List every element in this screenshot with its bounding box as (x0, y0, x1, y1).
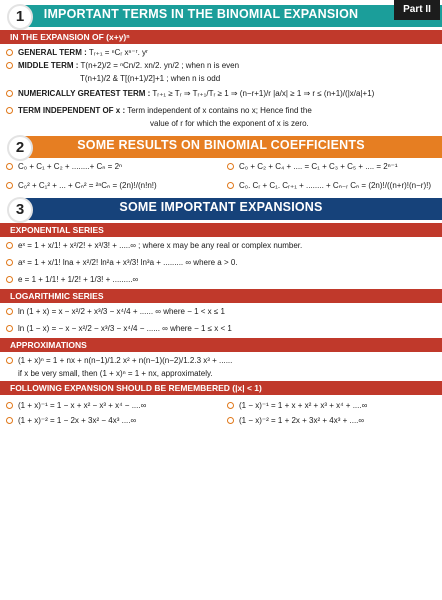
bullet-icon (6, 276, 13, 283)
independent-term-cont: value of r for which the exponent of x is zero. (150, 119, 309, 128)
section-2-title: SOME RESULTS ON BINOMIAL COEFFICIENTS (77, 138, 365, 152)
bullet-icon (227, 182, 234, 189)
bullet-icon (6, 417, 13, 424)
independent-term: TERM INDEPENDENT OF x : Term independent of x contains no x; Hence find the (0, 105, 434, 116)
bullet-icon (6, 107, 13, 114)
part-badge: Part II (394, 0, 440, 20)
exp-series-3: e = 1 + 1/1! + 1/2! + 1/3! + .........∞ (0, 274, 434, 285)
binomial-results-row-1 (0, 159, 442, 174)
remember-row-2 (0, 413, 442, 428)
logarithmic-heading: LOGARITHMIC SERIES (0, 289, 442, 303)
bullet-icon (227, 163, 234, 170)
remember-1: (1 + x)⁻¹ = 1 − x + x² − x³ + x⁴ − ....∞ (0, 400, 213, 411)
remember-4: (1 − x)⁻² = 1 + 2x + 3x² + 4x³ + ....∞ (221, 415, 434, 426)
approximations-heading: APPROXIMATIONS (0, 338, 442, 352)
log-series-2: ln (1 − x) = − x − x²/2 − x³/3 − x⁴/4 − ...... ∞ where − 1 ≤ x < 1 (0, 323, 434, 334)
remember-row-1 (0, 398, 442, 413)
section-1-title: IMPORTANT TERMS IN THE BINOMIAL EXPANSION (43, 7, 359, 21)
bullet-icon (6, 163, 13, 170)
bullet-icon (6, 308, 13, 315)
bullet-icon (6, 402, 13, 409)
exp-series-2: aˣ = 1 + x/1! lna + x²/2! ln²a + x³/3! ln³a + ......... ∞ where a > 0. (0, 257, 434, 268)
result-1: C₀ + C₁ + C₂ + ........+ Cₙ = 2ⁿ (0, 161, 213, 172)
log-series-1: ln (1 + x) = x − x²/2 + x³/3 − x⁴/4 + ...... ∞ where − 1 < x ≤ 1 (0, 306, 434, 317)
bullet-icon (227, 417, 234, 424)
bullet-icon (6, 182, 13, 189)
section-3-number: 3 (7, 197, 33, 223)
approx-note: if x be very small, then (1 + x)ⁿ = 1 + nx, approximately. (18, 369, 213, 378)
section-1-number: 1 (7, 4, 33, 30)
greatest-term: NUMERICALLY GREATEST TERM : Tᵣ₊₁ ≥ Tᵣ ⇒ Tᵣ₊₁/Tᵣ ≥ 1 ⇒ (n−r+1)/r |a/x| ≥ 1 ⇒ r ≤ (n+1)/(|x/a|+1) (0, 88, 434, 99)
remember-3: (1 + x)⁻² = 1 − 2x + 3x² − 4x³ ....∞ (0, 415, 213, 426)
result-3: C₀² + C₁² + ... + Cₙ² = ²ⁿCₙ = (2n)!/(n!n!) (0, 180, 213, 191)
bullet-icon (227, 402, 234, 409)
bullet-icon (6, 325, 13, 332)
bullet-icon (6, 357, 13, 364)
middle-term: MIDDLE TERM : T(n+2)/2 = ⁿCn/2. xn/2. yn/2 ; when n is even (0, 60, 434, 71)
result-2: C₀ + C₂ + C₄ + .... = C₁ + C₃ + C₅ + .... = 2ⁿ⁻¹ (221, 161, 434, 172)
bullet-icon (6, 259, 13, 266)
remember-2: (1 − x)⁻¹ = 1 + x + x² + x³ + x⁴ + ....∞ (221, 400, 434, 411)
binomial-results-row-2 (0, 178, 442, 193)
exponential-heading: EXPONENTIAL SERIES (0, 223, 442, 237)
result-4: C₀. Cᵣ + C₁. Cᵣ₊₁ + ........ + Cₙ₋ᵣ Cₙ = (2n)!/((n+r)!(n−r)!) (221, 180, 434, 191)
remember-heading: FOLLOWING EXPANSION SHOULD BE REMEMBERED (|x| < 1) (0, 381, 442, 395)
section-1-subheading: IN THE EXPANSION OF (x+y)ⁿ (0, 30, 442, 44)
bullet-icon (6, 62, 13, 69)
middle-term-odd: T(n+1)/2 & T[(n+1)/2]+1 ; when n is odd (80, 74, 221, 83)
section-3-title: SOME IMPORTANT EXPANSIONS (119, 200, 323, 214)
approx-series: (1 + x)ⁿ = 1 + nx + n(n−1)/1.2 x² + n(n−1)(n−2)/1.2.3 x³ + ...... (0, 355, 434, 366)
bullet-icon (6, 49, 13, 56)
section-3-header (0, 193, 442, 221)
general-term: GENERAL TERM : Tᵣ₊₁ = ⁿCᵣ xⁿ⁻ʳ. yʳ (0, 47, 434, 58)
bullet-icon (6, 90, 13, 97)
section-2-header (0, 131, 442, 159)
exp-series-1: eˣ = 1 + x/1! + x²/2! + x³/3! + .....∞ ; where x may be any real or complex number. (0, 240, 434, 251)
section-2-number: 2 (7, 135, 33, 161)
section-1-header (0, 0, 442, 28)
bullet-icon (6, 242, 13, 249)
